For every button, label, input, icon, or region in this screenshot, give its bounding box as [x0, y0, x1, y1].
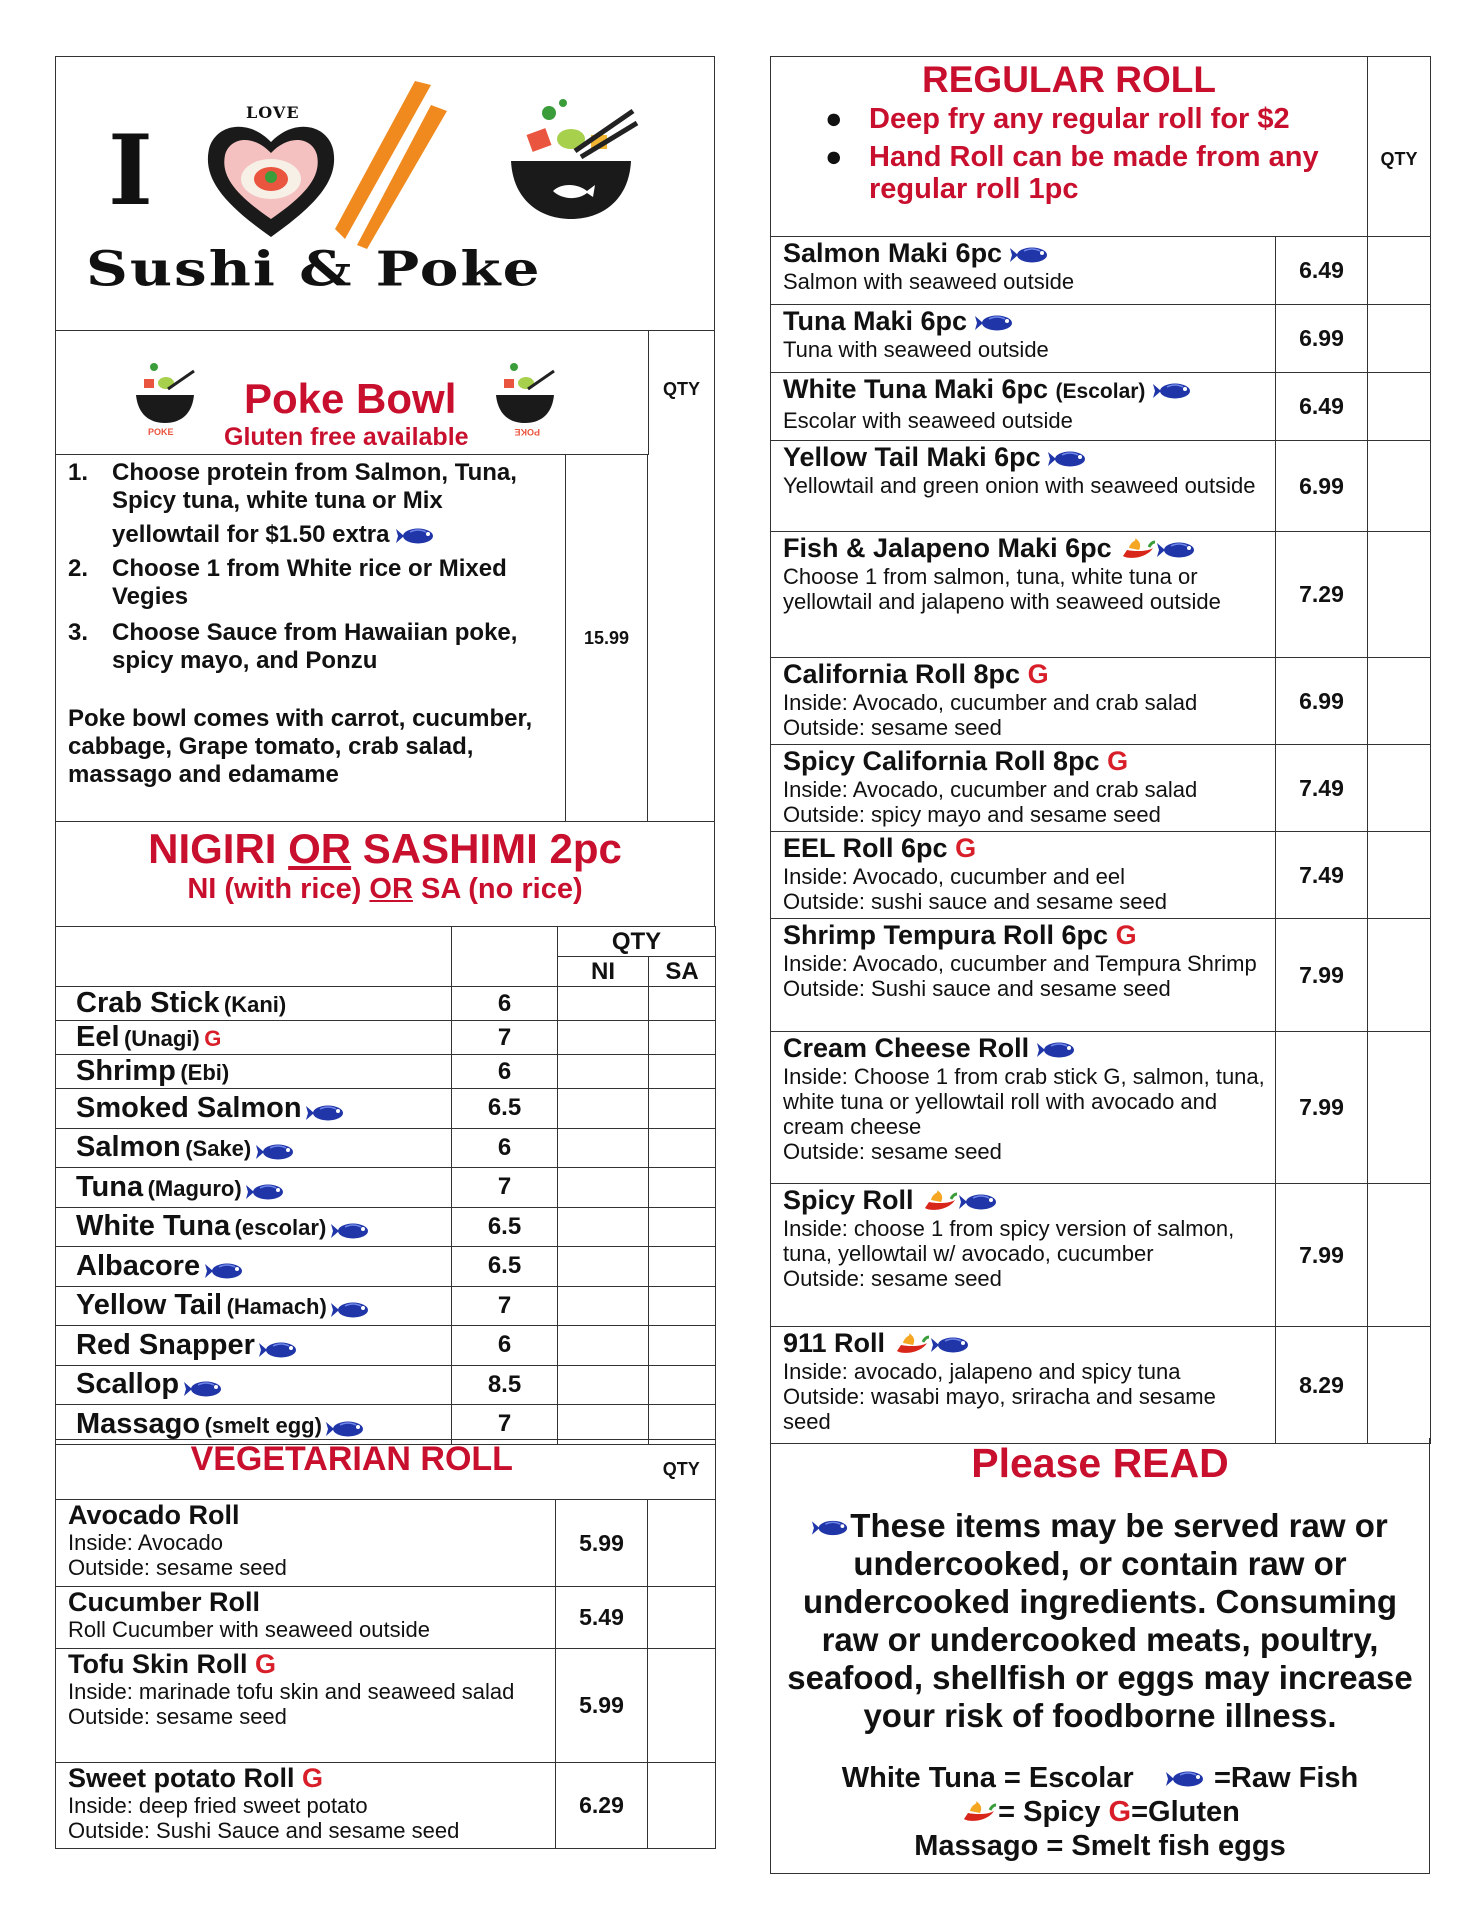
ni-qty-cell[interactable]: [558, 987, 649, 1021]
nigiri-item-note: (Sake): [185, 1136, 252, 1162]
poke-bowl-small-icon: [130, 357, 200, 437]
nigiri-price: 7: [452, 1286, 558, 1326]
ni-qty-cell[interactable]: [558, 1207, 649, 1247]
regular-rows: [771, 237, 1431, 1444]
legend-line-2: [771, 1795, 1429, 1829]
veg-row: [56, 1763, 716, 1849]
sa-qty-cell[interactable]: [649, 1286, 716, 1326]
regular-item-desc: Inside: avocado, jalapeno and spicy tuna: [783, 1359, 1181, 1384]
nigiri-item-name: Red Snapper: [76, 1328, 255, 1361]
regular-item: [771, 832, 1276, 919]
veg-item-name: Sweet potato Roll: [68, 1763, 295, 1793]
gluten-mark: G: [1107, 746, 1129, 776]
nigiri-sub-or: OR: [369, 873, 413, 905]
regular-item: [771, 532, 1276, 658]
veg-item-name: Tofu Skin Roll: [68, 1649, 248, 1679]
nigiri-price: 6.5: [452, 1207, 558, 1247]
raw-fish-icon: [306, 1103, 346, 1123]
nigiri-item-name: Salmon: [76, 1131, 181, 1164]
nigiri-price: 8.5: [452, 1365, 558, 1405]
nigiri-price: 7: [452, 1021, 558, 1055]
regular-price: 6.99: [1276, 305, 1368, 373]
gluten-mark: G: [302, 1763, 324, 1793]
nigiri-item-note: (Unagi): [123, 1026, 200, 1051]
logo-brand-text: Sushi & Poke: [86, 241, 542, 297]
poke-step-1: [68, 459, 555, 555]
raw-fish-icon: [246, 1182, 286, 1202]
regular-item: [771, 1032, 1276, 1184]
nigiri-item-note: (Maguro): [147, 1175, 242, 1201]
regular-price: 8.29: [1276, 1327, 1368, 1444]
nigiri-blank-head-2: [452, 927, 558, 987]
poke-bowl-subtitle: Gluten free available: [224, 423, 469, 451]
nigiri-item: [56, 1247, 452, 1287]
poke-bowl-section: [55, 330, 715, 822]
nigiri-sa-header: SA: [649, 957, 716, 987]
regular-item-name: Spicy Roll: [783, 1185, 914, 1215]
nigiri-title-a: NIGIRI: [148, 825, 289, 872]
regular-item: [771, 1184, 1276, 1327]
legend-gluten: =Gluten: [1131, 1796, 1240, 1828]
veg-table-wrap: [55, 1439, 715, 1849]
raw-fish-icon: [931, 1335, 971, 1355]
poke-bowl-icon: [501, 91, 641, 231]
regular-price: 6.99: [1276, 441, 1368, 532]
nigiri-title-b: SASHIMI 2pc: [351, 825, 622, 872]
bowl-label-right: POKE: [514, 427, 540, 437]
raw-fish-icon: [331, 1300, 371, 1320]
nigiri-row: [56, 1128, 716, 1168]
regular-item: [771, 441, 1276, 532]
nigiri-row: [56, 1207, 716, 1247]
nigiri-price: 6: [452, 987, 558, 1021]
step-text: [112, 459, 555, 555]
legend-line-1: [771, 1761, 1429, 1795]
veg-row: [56, 1587, 716, 1649]
regular-price: 7.49: [1276, 745, 1368, 832]
gluten-mark: G: [1115, 920, 1137, 950]
veg-qty-cell[interactable]: [648, 1500, 716, 1587]
regular-qty-cell[interactable]: [1368, 832, 1431, 919]
raw-fish-icon: [812, 1518, 850, 1538]
regular-qty-cell[interactable]: [1368, 1032, 1431, 1184]
nigiri-item: [56, 1365, 452, 1405]
veg-price: 5.49: [556, 1587, 648, 1649]
sa-qty-cell[interactable]: [649, 1207, 716, 1247]
sa-qty-cell[interactable]: [649, 1055, 716, 1089]
regular-item-suffix: (Escolar): [1055, 380, 1146, 403]
regular-item: [771, 745, 1276, 832]
legend: [771, 1761, 1429, 1863]
sa-qty-cell[interactable]: [649, 1128, 716, 1168]
regular-item-desc: Choose 1 from salmon, tuna, white tuna or yellowtail and jalapeno with seaweed outside: [783, 564, 1221, 614]
nigiri-header: [55, 821, 715, 927]
legend-white-tuna: White Tuna = Escolar: [841, 1762, 1134, 1794]
regular-item-name: California Roll 8pc: [783, 659, 1021, 689]
step-3-text: Choose Sauce from Hawaiian poke, spicy mayo, and Ponzu: [112, 619, 518, 674]
regular-table: [770, 56, 1431, 1444]
veg-price: 5.99: [556, 1649, 648, 1763]
regular-item-name: Shrimp Tempura Roll 6pc: [783, 920, 1109, 950]
step-number: 2.: [68, 555, 89, 582]
raw-fish-icon: [396, 526, 436, 546]
sa-qty-cell[interactable]: [649, 1247, 716, 1287]
regular-item-desc: Inside: Avocado, cucumber and eel: [783, 864, 1126, 889]
nigiri-subtitle: [56, 873, 714, 906]
regular-item-desc: Salmon with seaweed outside: [783, 269, 1075, 294]
nigiri-price: 6.5: [452, 1247, 558, 1287]
nigiri-row: [56, 1089, 716, 1129]
please-read-title: Please READ: [971, 1440, 1229, 1486]
veg-rows: [56, 1500, 716, 1849]
nigiri-price: 7: [452, 1168, 558, 1208]
regular-row: [771, 832, 1431, 919]
regular-price: 7.99: [1276, 1032, 1368, 1184]
regular-item-name: Cream Cheese Roll: [783, 1033, 1030, 1063]
regular-bullet-text: Deep fry any regular roll for $2: [869, 103, 1290, 135]
sa-qty-cell[interactable]: [649, 1168, 716, 1208]
poke-steps-cell: [56, 455, 566, 821]
veg-item-desc: Outside: Sushi Sauce and sesame seed: [68, 1818, 460, 1843]
gluten-mark: G: [255, 1649, 277, 1679]
ni-qty-cell[interactable]: [558, 1021, 649, 1055]
ni-qty-cell[interactable]: [558, 1247, 649, 1287]
regular-bullet: ● Hand Roll can be made from any regular roll 1pc: [825, 141, 1367, 205]
nigiri-item-name: White Tuna: [76, 1210, 231, 1243]
regular-item-name: EEL Roll 6pc: [783, 833, 948, 863]
nigiri-row: [56, 1055, 716, 1089]
regular-item-desc: Outside: wasabi mayo, sriracha and sesame seed: [783, 1384, 1216, 1434]
veg-item-name: Cucumber Roll: [68, 1587, 261, 1617]
nigiri-item-name: Eel: [76, 1021, 120, 1053]
poke-bowl-small-icon-right: [490, 357, 560, 437]
nigiri-qty-header: QTY: [558, 927, 716, 957]
regular-price: 6.49: [1276, 373, 1368, 441]
veg-price: 6.29: [556, 1763, 648, 1849]
ni-qty-cell[interactable]: [558, 1055, 649, 1089]
gluten-mark: G: [1027, 659, 1049, 689]
regular-row: [771, 919, 1431, 1032]
logo-panel: [55, 56, 715, 330]
nigiri-price: 7: [452, 1405, 558, 1445]
regular-item: [771, 658, 1276, 745]
regular-row: [771, 745, 1431, 832]
nigiri-price: 6.5: [452, 1089, 558, 1129]
veg-item: [56, 1763, 556, 1849]
nigiri-table: [55, 926, 716, 1445]
veg-price: 5.99: [556, 1500, 648, 1587]
raw-fish-icon: [975, 313, 1015, 333]
sa-qty-cell[interactable]: [649, 1326, 716, 1366]
spicy-pepper-icon: [893, 1333, 931, 1357]
regular-item: [771, 919, 1276, 1032]
nigiri-item: [56, 1326, 452, 1366]
poke-step-3: [68, 619, 555, 675]
nigiri-item-note: (Ebi): [180, 1060, 230, 1085]
veg-qty-cell[interactable]: [648, 1649, 716, 1763]
step-1-text: Choose protein from Salmon, Tuna, Spicy tuna, white tuna or Mix: [112, 459, 517, 514]
regular-bullet: ● Deep fry any regular roll for $2: [825, 103, 1290, 135]
raw-warning-text: These items may be served raw or undercooked, or contain raw or undercooked ingredients. Consuming raw or undercooked meats, poultry, seafood, shellfish or eggs may increase your risk of foodborne illness.: [787, 1507, 1413, 1734]
regular-row: [771, 237, 1431, 305]
legend-gluten-g: G: [1108, 1796, 1132, 1828]
regular-item-name: 911 Roll: [783, 1328, 886, 1358]
regular-item-desc: Yellowtail and green onion with seaweed outside: [783, 473, 1256, 498]
sa-qty-cell[interactable]: [649, 1021, 716, 1055]
regular-price: 6.99: [1276, 658, 1368, 745]
nigiri-row: [56, 1286, 716, 1326]
veg-item: [56, 1587, 556, 1649]
veg-item-name: Avocado Roll: [68, 1500, 240, 1530]
nigiri-table-wrap: [55, 926, 715, 1445]
nigiri-rows: [56, 987, 716, 1445]
regular-qty-header: QTY: [1368, 57, 1431, 237]
raw-fish-icon: [1037, 1040, 1077, 1060]
raw-fish-icon: [259, 1340, 299, 1360]
raw-fish-icon: [184, 1379, 224, 1399]
regular-row: [771, 1327, 1431, 1444]
regular-price: 7.99: [1276, 919, 1368, 1032]
raw-fish-icon: [1157, 540, 1197, 560]
nigiri-ni-header: NI: [558, 957, 649, 987]
regular-qty-cell[interactable]: [1368, 1327, 1431, 1444]
raw-fish-icon: [1153, 381, 1193, 401]
ni-qty-cell[interactable]: [558, 1128, 649, 1168]
sa-qty-cell[interactable]: [649, 1365, 716, 1405]
regular-item-desc: Tuna with seaweed outside: [783, 337, 1049, 362]
nigiri-item: [56, 987, 452, 1021]
raw-fish-icon: [205, 1261, 245, 1281]
veg-item: [56, 1649, 556, 1763]
please-read-panel: [770, 1438, 1430, 1874]
sa-qty-cell[interactable]: [649, 987, 716, 1021]
nigiri-row: [56, 1247, 716, 1287]
regular-row: [771, 305, 1431, 373]
regular-item-desc: Inside: Avocado, cucumber and crab salad: [783, 777, 1198, 802]
regular-qty-cell[interactable]: [1368, 441, 1431, 532]
veg-item-desc: Inside: marinade tofu skin and seaweed salad: [68, 1679, 515, 1704]
nigiri-item-name: Crab Stick: [76, 987, 220, 1019]
nigiri-item-note: (smelt egg): [204, 1412, 322, 1438]
nigiri-item: [56, 1207, 452, 1247]
veg-qty-header: QTY: [648, 1440, 716, 1500]
regular-price: 7.49: [1276, 832, 1368, 919]
regular-price: 6.49: [1276, 237, 1368, 305]
regular-qty-cell[interactable]: [1368, 919, 1431, 1032]
nigiri-item-name: Smoked Salmon: [76, 1091, 302, 1124]
regular-qty-cell[interactable]: [1368, 658, 1431, 745]
regular-item-desc: Outside: Sushi sauce and sesame seed: [783, 976, 1171, 1001]
nigiri-item: [56, 1286, 452, 1326]
regular-item: [771, 237, 1276, 305]
gluten-mark: G: [955, 833, 977, 863]
regular-item-desc: Escolar with seaweed outside: [783, 408, 1073, 433]
nigiri-item-name: Shrimp: [76, 1055, 176, 1087]
poke-step-2: [68, 555, 555, 611]
nigiri-price: 6: [452, 1326, 558, 1366]
regular-row: [771, 658, 1431, 745]
regular-item-name: Spicy California Roll 8pc: [783, 746, 1100, 776]
ni-qty-cell[interactable]: [558, 1326, 649, 1366]
regular-row: [771, 532, 1431, 658]
gluten-mark: G: [204, 1026, 222, 1051]
regular-item-desc: Outside: sesame seed: [783, 715, 1002, 740]
sa-qty-cell[interactable]: [649, 1089, 716, 1129]
regular-item-desc: Inside: Avocado, cucumber and crab salad: [783, 690, 1198, 715]
regular-item-name: Fish & Jalapeno Maki 6pc: [783, 533, 1112, 563]
raw-fish-icon: [331, 1221, 371, 1241]
nigiri-item: [56, 1021, 452, 1055]
regular-item-desc: Outside: sesame seed: [783, 1266, 1002, 1291]
bowl-label-left: POKE: [148, 427, 174, 437]
nigiri-item-note: (Hamach): [226, 1294, 327, 1320]
nigiri-sub-a: NI (with rice): [187, 873, 370, 905]
raw-fish-icon: [256, 1142, 296, 1162]
regular-qty-cell[interactable]: [1368, 237, 1431, 305]
nigiri-item-note: (Kani): [223, 992, 287, 1017]
nigiri-item-name: Scallop: [76, 1368, 180, 1401]
veg-row: [56, 1649, 716, 1763]
regular-price: 7.29: [1276, 532, 1368, 658]
logo-love-word: LOVE: [246, 103, 300, 122]
raw-fish-icon: [326, 1419, 366, 1439]
regular-table-wrap: [770, 56, 1430, 1444]
spicy-pepper-icon: [960, 1801, 998, 1825]
veg-item: [56, 1500, 556, 1587]
nigiri-price: 6: [452, 1055, 558, 1089]
regular-qty-cell[interactable]: [1368, 532, 1431, 658]
nigiri-sub-b: SA (no rice): [412, 873, 583, 905]
step-1-extra: yellowtail for $1.50 extra: [112, 521, 390, 548]
poke-bowl-header: [56, 331, 648, 455]
ni-qty-cell[interactable]: [558, 1365, 649, 1405]
regular-qty-cell[interactable]: [1368, 305, 1431, 373]
legend-massago: Massago = Smelt fish eggs: [914, 1830, 1286, 1862]
regular-row: [771, 373, 1431, 441]
raw-fish-icon: [1048, 449, 1088, 469]
regular-qty-cell[interactable]: [1368, 1184, 1431, 1327]
regular-item-desc: Outside: spicy mayo and sesame seed: [783, 802, 1161, 827]
raw-warning: [771, 1507, 1429, 1735]
nigiri-row: [56, 987, 716, 1021]
regular-bullets: [825, 103, 1367, 205]
nigiri-blank-head: [56, 927, 452, 987]
veg-table: [55, 1439, 716, 1849]
legend-spicy: = Spicy: [998, 1796, 1109, 1828]
ni-qty-cell[interactable]: [558, 1286, 649, 1326]
veg-item-desc: Roll Cucumber with seaweed outside: [68, 1617, 430, 1642]
veg-qty-cell[interactable]: [648, 1587, 716, 1649]
regular-item: [771, 305, 1276, 373]
nigiri-row: [56, 1365, 716, 1405]
regular-row: [771, 1184, 1431, 1327]
veg-item-desc: Inside: Avocado: [68, 1530, 223, 1555]
raw-fish-icon: [1010, 245, 1050, 265]
veg-item-desc: Inside: deep fried sweet potato: [68, 1793, 368, 1818]
regular-item: [771, 1327, 1276, 1444]
raw-fish-icon: [959, 1192, 999, 1212]
nigiri-item: [56, 1089, 452, 1129]
nigiri-title-or: OR: [288, 825, 352, 872]
regular-item: [771, 373, 1276, 441]
chopsticks-icon: [331, 79, 451, 249]
step-2-text: Choose 1 from White rice or Mixed Vegies: [112, 555, 507, 610]
regular-item-desc: Outside: sushi sauce and sesame seed: [783, 889, 1168, 914]
regular-title: REGULAR ROLL: [922, 59, 1216, 100]
ni-qty-cell[interactable]: [558, 1089, 649, 1129]
legend-raw-fish: =Raw Fish: [1214, 1762, 1359, 1794]
regular-item-desc: Inside: Avocado, cucumber and Tempura Shrimp: [783, 951, 1257, 976]
regular-item-name: White Tuna Maki 6pc: [783, 374, 1049, 404]
regular-item-name: Yellow Tail Maki 6pc: [783, 442, 1041, 472]
raw-fish-icon: [1166, 1769, 1206, 1789]
regular-item-desc: Outside: sesame seed: [783, 1139, 1002, 1164]
regular-qty-cell[interactable]: [1368, 745, 1431, 832]
nigiri-item-note: (escolar): [234, 1215, 327, 1241]
regular-qty-cell[interactable]: [1368, 373, 1431, 441]
nigiri-item-name: Albacore: [76, 1249, 201, 1282]
nigiri-item-name: Massago: [76, 1407, 201, 1440]
regular-item-name: Tuna Maki 6pc: [783, 306, 968, 336]
nigiri-row: [56, 1326, 716, 1366]
step-number: 3.: [68, 619, 89, 646]
poke-bowl-title: Poke Bowl: [244, 375, 457, 422]
nigiri-row: [56, 1168, 716, 1208]
step-number: 1.: [68, 459, 89, 486]
veg-item-desc: Outside: sesame seed: [68, 1555, 287, 1580]
veg-item-desc: Outside: sesame seed: [68, 1704, 287, 1729]
nigiri-price: 6: [452, 1128, 558, 1168]
regular-bullet-text: Hand Roll can be made from any regular roll 1pc: [869, 141, 1319, 205]
poke-note: Poke bowl comes with carrot, cucumber, cabbage, Grape tomato, crab salad, massago and edamame: [68, 705, 533, 788]
veg-qty-cell[interactable]: [648, 1763, 716, 1849]
regular-price: 7.99: [1276, 1184, 1368, 1327]
nigiri-item: [56, 1168, 452, 1208]
poke-price: 15.99: [566, 455, 648, 821]
regular-item-name: Salmon Maki 6pc: [783, 238, 1003, 268]
ni-qty-cell[interactable]: [558, 1168, 649, 1208]
heart-sushi-icon: [201, 107, 341, 247]
nigiri-row: [56, 1021, 716, 1055]
nigiri-title: [56, 825, 714, 873]
nigiri-item-name: Tuna: [76, 1170, 144, 1203]
regular-item-desc: Inside: choose 1 from spicy version of salmon, tuna, yellowtail w/ avocado, cucumber: [783, 1216, 1235, 1266]
nigiri-item-name: Yellow Tail: [76, 1289, 223, 1322]
nigiri-item: [56, 1055, 452, 1089]
regular-row: [771, 1032, 1431, 1184]
logo-i-letter: I: [108, 114, 153, 227]
regular-header: [771, 57, 1368, 237]
nigiri-item: [56, 1128, 452, 1168]
veg-row: [56, 1500, 716, 1587]
poke-qty-header: QTY: [648, 331, 714, 455]
veg-title: VEGETARIAN ROLL: [56, 1440, 648, 1500]
spicy-pepper-icon: [1119, 538, 1157, 562]
regular-row: [771, 441, 1431, 532]
spicy-pepper-icon: [921, 1190, 959, 1214]
regular-item-desc: Inside: Choose 1 from crab stick G, salmon, tuna, white tuna or yellowtail roll with avocado and cream cheese: [783, 1064, 1265, 1139]
